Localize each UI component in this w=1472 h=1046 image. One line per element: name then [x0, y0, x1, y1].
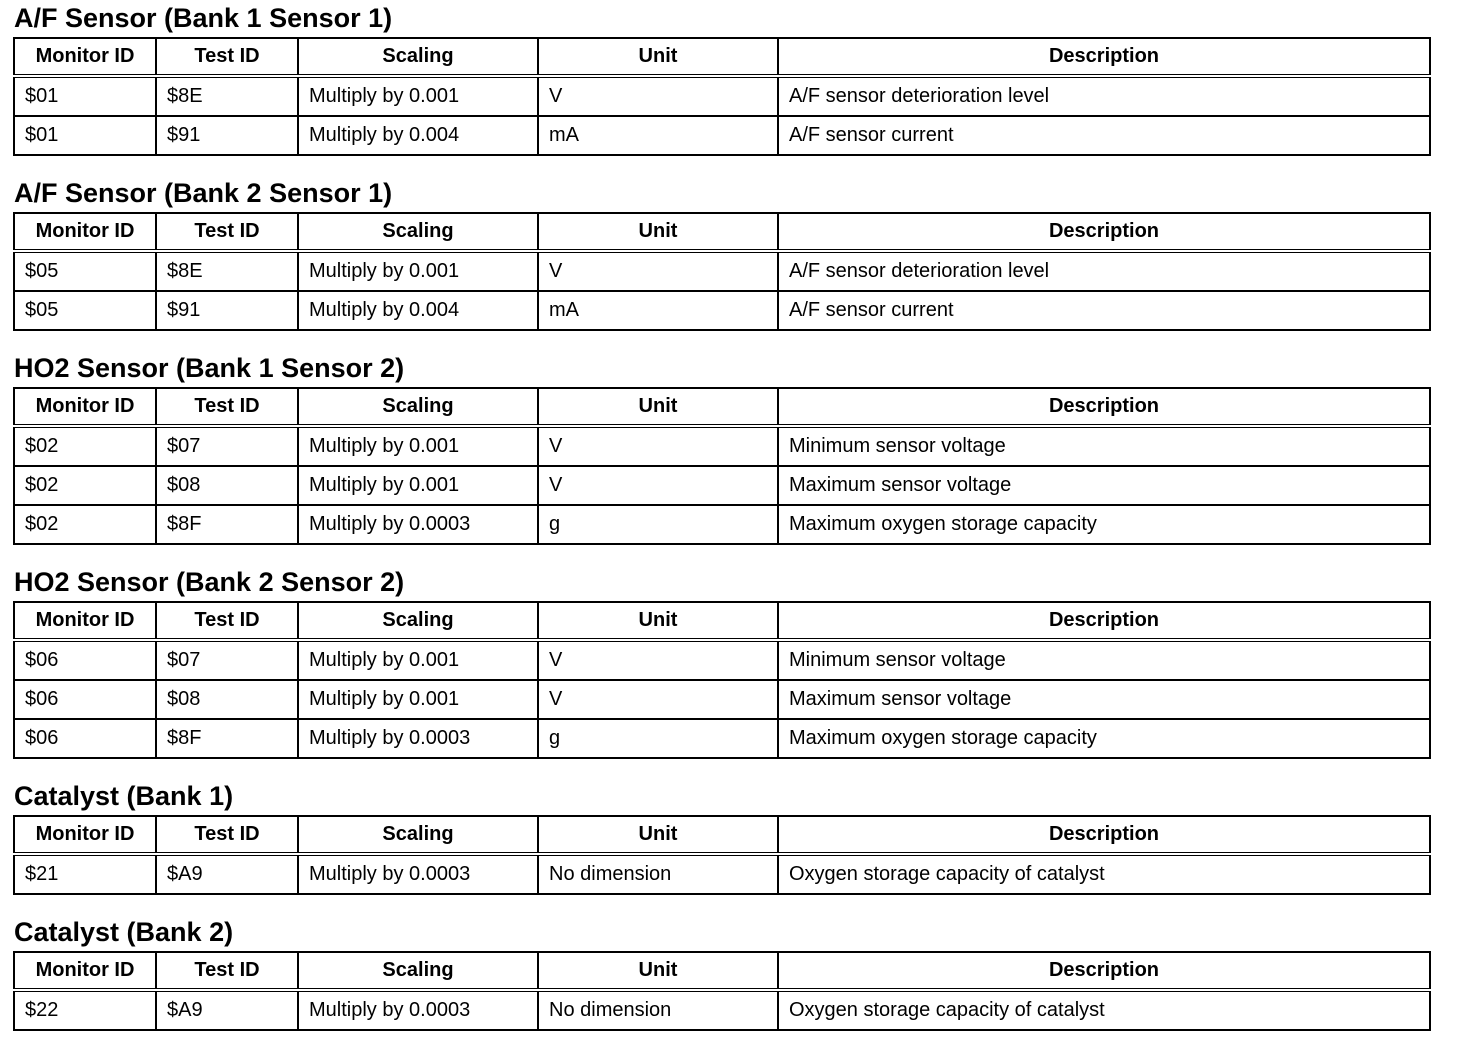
cell-monitor-id: $05 [14, 291, 156, 330]
cell-monitor-id: $06 [14, 719, 156, 758]
cell-description: A/F sensor current [778, 291, 1430, 330]
section-title: HO2 Sensor (Bank 1 Sensor 2) [14, 353, 405, 383]
col-header-monitor-id: Monitor ID [14, 213, 156, 251]
cell-monitor-id: $05 [14, 251, 156, 291]
section-catalyst-bank1 [13, 781, 1431, 895]
cell-test-id: $8E [156, 251, 298, 291]
section-af-sensor-bank1-sensor1 [13, 3, 1431, 156]
cell-unit: mA [538, 116, 778, 155]
cell-unit: g [538, 505, 778, 544]
section-catalyst-bank2 [13, 917, 1431, 1031]
cell-unit: V [538, 426, 778, 466]
cell-test-id: $A9 [156, 854, 298, 894]
cell-monitor-id: $01 [14, 76, 156, 116]
cell-scaling: Multiply by 0.0003 [298, 719, 538, 758]
header-row [14, 213, 1430, 251]
monitor-table [13, 387, 1431, 545]
cell-scaling: Multiply by 0.001 [298, 426, 538, 466]
monitor-table [13, 37, 1431, 156]
col-header-test-id: Test ID [156, 816, 298, 854]
col-header-description: Description [778, 213, 1430, 251]
header-row [14, 816, 1430, 854]
cell-description: A/F sensor deterioration level [778, 76, 1430, 116]
cell-scaling: Multiply by 0.001 [298, 466, 538, 505]
header-row [14, 38, 1430, 76]
cell-test-id: $08 [156, 466, 298, 505]
cell-monitor-id: $02 [14, 466, 156, 505]
section-title: Catalyst (Bank 1) [14, 781, 234, 811]
cell-monitor-id: $21 [14, 854, 156, 894]
table-row [14, 854, 1430, 894]
cell-test-id: $A9 [156, 990, 298, 1030]
cell-unit: mA [538, 291, 778, 330]
table-row [14, 680, 1430, 719]
col-header-test-id: Test ID [156, 388, 298, 426]
col-header-monitor-id: Monitor ID [14, 388, 156, 426]
cell-scaling: Multiply by 0.001 [298, 251, 538, 291]
monitor-table [13, 601, 1431, 759]
col-header-scaling: Scaling [298, 816, 538, 854]
cell-test-id: $07 [156, 640, 298, 680]
section-title: Catalyst (Bank 2) [14, 917, 234, 947]
cell-unit: V [538, 76, 778, 116]
section-title: HO2 Sensor (Bank 2 Sensor 2) [14, 567, 405, 597]
col-header-scaling: Scaling [298, 952, 538, 990]
col-header-monitor-id: Monitor ID [14, 602, 156, 640]
cell-test-id: $07 [156, 426, 298, 466]
section-ho2-sensor-bank2-sensor2 [13, 567, 1431, 759]
cell-test-id: $8E [156, 76, 298, 116]
cell-test-id: $08 [156, 680, 298, 719]
cell-description: A/F sensor deterioration level [778, 251, 1430, 291]
col-header-scaling: Scaling [298, 388, 538, 426]
cell-unit: No dimension [538, 854, 778, 894]
cell-unit: V [538, 640, 778, 680]
cell-test-id: $91 [156, 291, 298, 330]
cell-monitor-id: $22 [14, 990, 156, 1030]
col-header-description: Description [778, 388, 1430, 426]
table-row [14, 76, 1430, 116]
col-header-test-id: Test ID [156, 952, 298, 990]
cell-scaling: Multiply by 0.001 [298, 640, 538, 680]
cell-scaling: Multiply by 0.001 [298, 76, 538, 116]
section-title: A/F Sensor (Bank 1 Sensor 1) [14, 3, 393, 33]
header-row [14, 952, 1430, 990]
cell-unit: g [538, 719, 778, 758]
col-header-unit: Unit [538, 388, 778, 426]
section-ho2-sensor-bank1-sensor2 [13, 353, 1431, 545]
col-header-description: Description [778, 602, 1430, 640]
table-row [14, 426, 1430, 466]
cell-unit: V [538, 466, 778, 505]
cell-test-id: $8F [156, 505, 298, 544]
cell-scaling: Multiply by 0.0003 [298, 505, 538, 544]
cell-scaling: Multiply by 0.0003 [298, 990, 538, 1030]
table-row [14, 990, 1430, 1030]
col-header-test-id: Test ID [156, 602, 298, 640]
col-header-monitor-id: Monitor ID [14, 952, 156, 990]
col-header-description: Description [778, 952, 1430, 990]
monitor-table [13, 815, 1431, 895]
table-row [14, 116, 1430, 155]
cell-description: Maximum oxygen storage capacity [778, 719, 1430, 758]
cell-unit: No dimension [538, 990, 778, 1030]
cell-description: Oxygen storage capacity of catalyst [778, 854, 1430, 894]
cell-unit: V [538, 251, 778, 291]
table-row [14, 251, 1430, 291]
col-header-monitor-id: Monitor ID [14, 38, 156, 76]
cell-test-id: $8F [156, 719, 298, 758]
monitor-table [13, 951, 1431, 1031]
cell-description: Maximum sensor voltage [778, 680, 1430, 719]
col-header-scaling: Scaling [298, 602, 538, 640]
cell-scaling: Multiply by 0.0003 [298, 854, 538, 894]
col-header-description: Description [778, 38, 1430, 76]
cell-scaling: Multiply by 0.004 [298, 116, 538, 155]
cell-description: Maximum oxygen storage capacity [778, 505, 1430, 544]
cell-monitor-id: $06 [14, 680, 156, 719]
table-row [14, 505, 1430, 544]
section-af-sensor-bank2-sensor1 [13, 178, 1431, 331]
cell-test-id: $91 [156, 116, 298, 155]
table-row [14, 466, 1430, 505]
col-header-scaling: Scaling [298, 38, 538, 76]
section-title: A/F Sensor (Bank 2 Sensor 1) [14, 178, 393, 208]
cell-monitor-id: $02 [14, 426, 156, 466]
col-header-unit: Unit [538, 38, 778, 76]
cell-description: Minimum sensor voltage [778, 426, 1430, 466]
col-header-description: Description [778, 816, 1430, 854]
col-header-monitor-id: Monitor ID [14, 816, 156, 854]
table-row [14, 291, 1430, 330]
cell-description: Oxygen storage capacity of catalyst [778, 990, 1430, 1030]
cell-monitor-id: $01 [14, 116, 156, 155]
col-header-unit: Unit [538, 952, 778, 990]
col-header-test-id: Test ID [156, 38, 298, 76]
cell-monitor-id: $02 [14, 505, 156, 544]
col-header-unit: Unit [538, 213, 778, 251]
col-header-scaling: Scaling [298, 213, 538, 251]
header-row [14, 388, 1430, 426]
cell-description: Maximum sensor voltage [778, 466, 1430, 505]
cell-monitor-id: $06 [14, 640, 156, 680]
col-header-unit: Unit [538, 816, 778, 854]
cell-unit: V [538, 680, 778, 719]
cell-scaling: Multiply by 0.001 [298, 680, 538, 719]
header-row [14, 602, 1430, 640]
table-row [14, 719, 1430, 758]
cell-description: Minimum sensor voltage [778, 640, 1430, 680]
table-row [14, 640, 1430, 680]
col-header-unit: Unit [538, 602, 778, 640]
monitor-table [13, 212, 1431, 331]
col-header-test-id: Test ID [156, 213, 298, 251]
cell-scaling: Multiply by 0.004 [298, 291, 538, 330]
cell-description: A/F sensor current [778, 116, 1430, 155]
